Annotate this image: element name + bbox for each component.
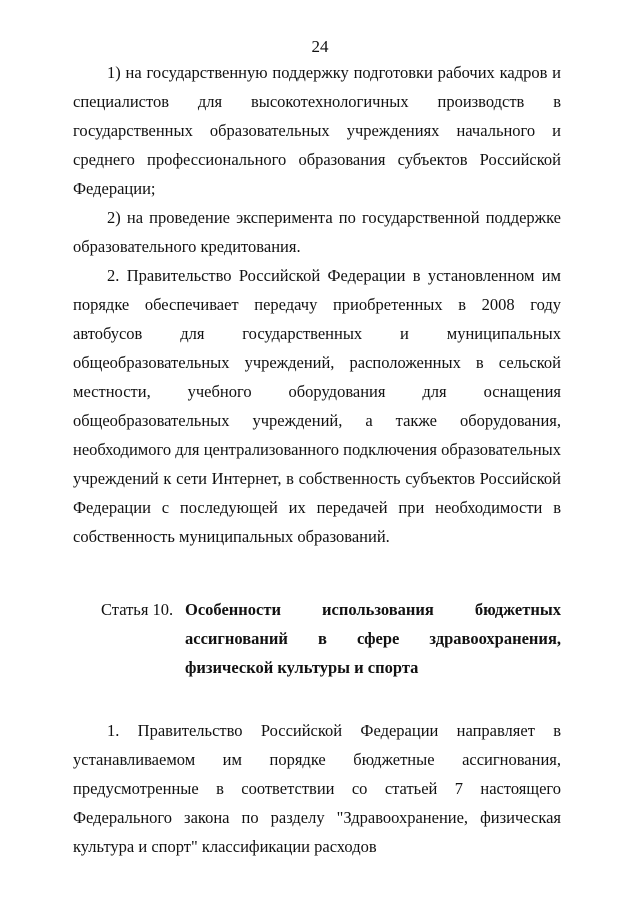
paragraph-section-2: 2. Правительство Российской Федерации в установленном им порядке обеспечивает передачу приобретенных в 2008 году автобусов для государственных и муниципальных общеобразовательных учреждений, расположенных в сельской местности, учебного оборудования для оснащения общеобразовательных учреждений, а также оборудования, необходимого для централизованного подключения образовательных учреждений к сети Интернет, в собственность субъектов Российской Федерации с последующей их передачей при необходимости в собственность муниципальных образований.: [73, 266, 561, 546]
article-label: Статья 10.: [101, 600, 174, 619]
page-number: 24: [311, 37, 329, 56]
article-heading: [73, 595, 561, 682]
paragraph-item-1: 1) на государственную поддержку подготовки рабочих кадров и специалистов для высокотехнологичных производств в государственных образовательных учреждениях начального и среднего профессионального образования субъектов Российской Федерации;: [73, 63, 561, 198]
article-title: Особенности использования бюджетных ассигнований в сфере здравоохранения, физической культуры и спорта: [185, 600, 561, 677]
paragraph-article-10-1: 1. Правительство Российской Федерации направляет в устанавливаемом им порядке бюджетные ассигнования, предусмотренные в соответствии со статьей 7 настоящего Федерального закона по разделу "Здравоохранение, физическая культура и спорт" классификации расходов: [73, 721, 561, 856]
paragraph-item-2: 2) на проведение эксперимента по государственной поддержке образовательного кредитования.: [73, 208, 561, 256]
document-body: [73, 58, 561, 861]
